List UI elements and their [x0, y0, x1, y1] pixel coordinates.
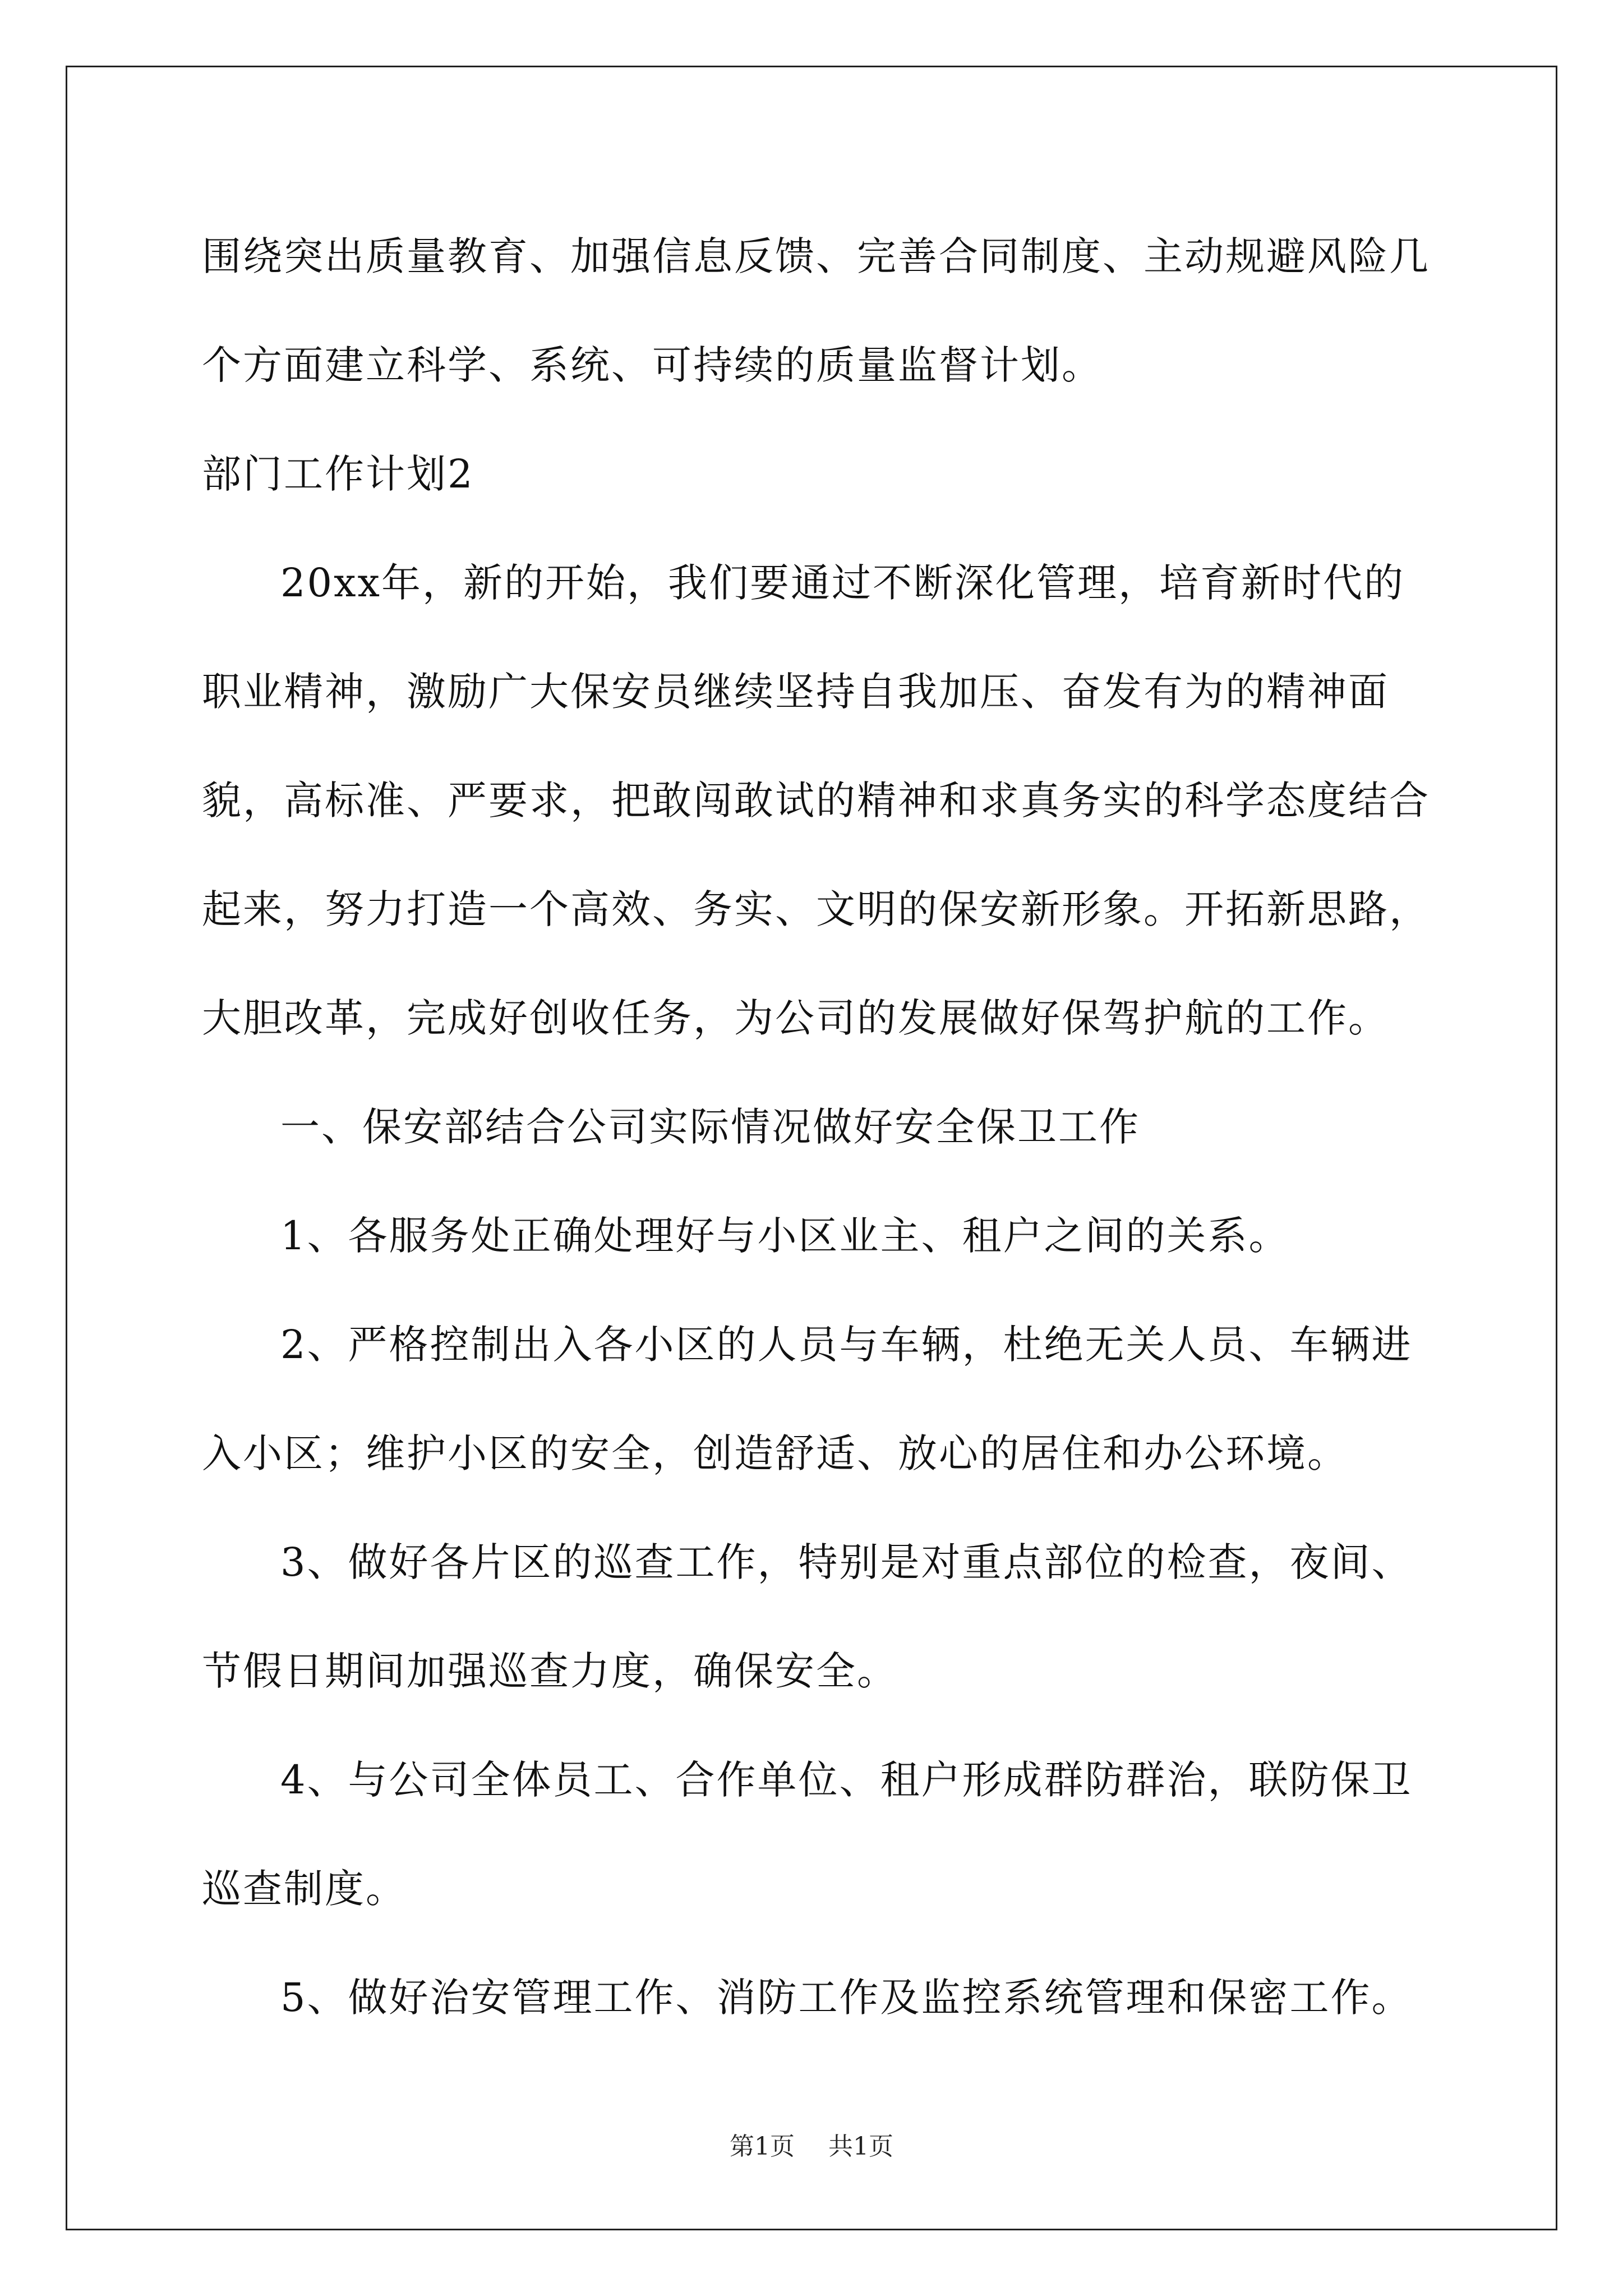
list-item-5: 5、做好治安管理工作、消防工作及监控系统管理和保密工作。 [280, 1975, 1413, 2021]
page-number: 第1页 [730, 2132, 795, 2161]
section-heading: 部门工作计划2 [202, 451, 474, 497]
paragraph-overview: 20xx年，新的开始，我们要通过不断深化管理，培育新时代的职业精神，激励广大保安员继续坚持自我加压、奋发有为的精神面貌，高标准、严要求，把敢闯敢试的精神和求真务实的科学态度结合起来，努力打造一个高效、务实、文明的保安新形象。开拓新思路，大胆改革，完成好创收任务，为公司的发展做好保驾护航的工作。 [202, 560, 1430, 1041]
list-item-3: 3、做好各片区的巡查工作，特别是对重点部位的检查，夜间、节假日期间加强巡查力度，确保安全。 [202, 1539, 1413, 1694]
page-total: 共1页 [828, 2132, 893, 2161]
document-body [202, 202, 1436, 2052]
list-item-2: 2、严格控制出入各小区的人员与车辆，杜绝无关人员、车辆进入小区；维护小区的安全，创造舒适、放心的居住和办公环境。 [202, 1322, 1413, 1476]
list-item-4: 4、与公司全体员工、合作单位、租户形成群防群治，联防保卫巡查制度。 [202, 1757, 1413, 1912]
paragraph-intro-continuation: 围绕突出质量教育、加强信息反馈、完善合同制度、主动规避风险几个方面建立科学、系统、可持续的质量监督计划。 [202, 233, 1430, 388]
page-footer [0, 2126, 1623, 2162]
list-item-1: 1、各服务处正确处理好与小区业主、租户之间的关系。 [280, 1213, 1290, 1259]
subheading-security-work: 一、保安部结合公司实际情况做好安全保卫工作 [280, 1104, 1140, 1150]
